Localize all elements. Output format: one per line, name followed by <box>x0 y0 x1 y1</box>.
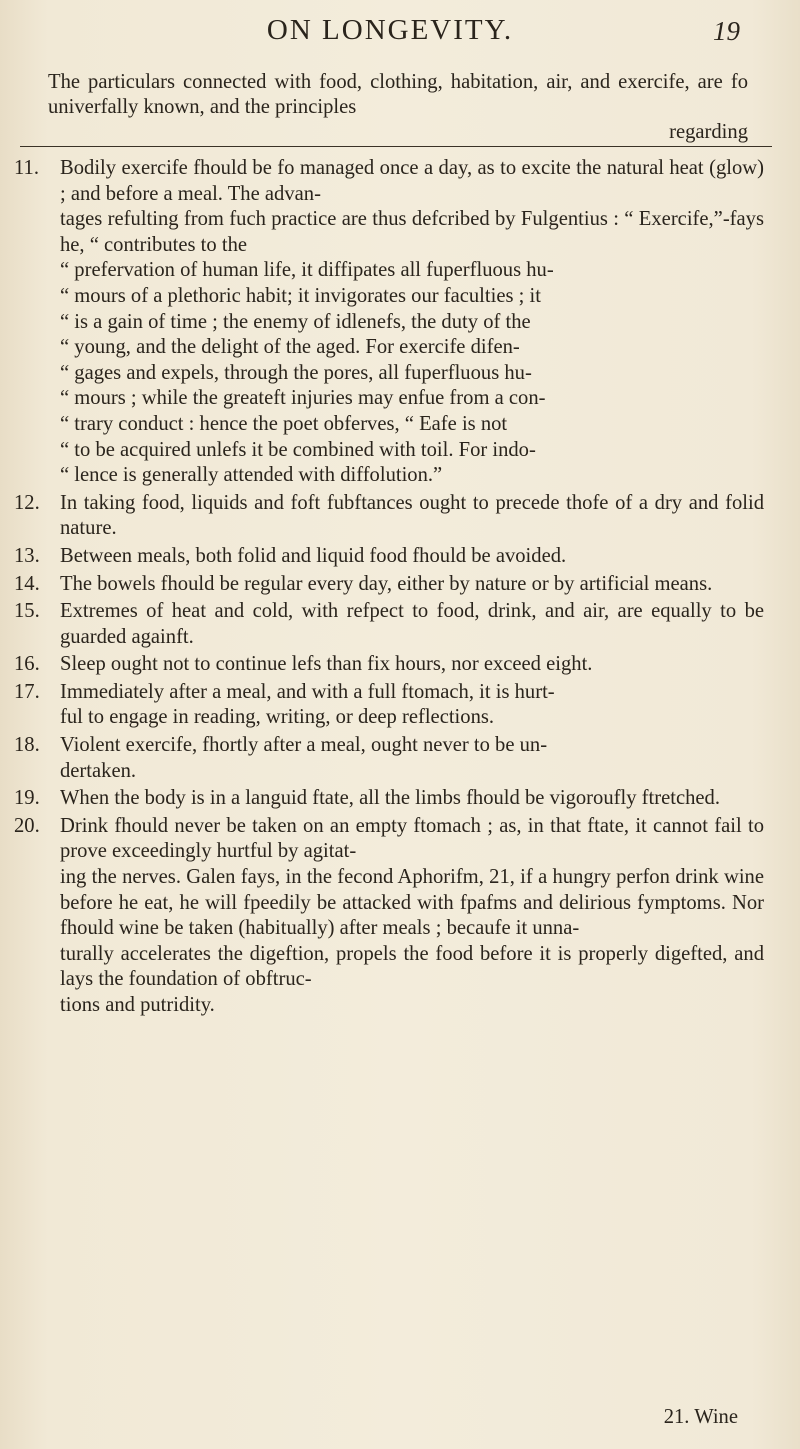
rule-item-17 <box>14 680 764 731</box>
horizontal-rule <box>20 146 772 147</box>
rule-item-13 <box>14 544 764 570</box>
catchword: 21. Wine <box>663 1406 738 1428</box>
rule-text: In taking food, liquids and foft fubftances ought to precede thofe of a dry and folid nature. <box>60 491 764 540</box>
intro-paragraph <box>48 70 748 145</box>
rule-number: 20. <box>14 814 40 837</box>
intro-catch-line: regarding <box>669 121 748 143</box>
rule-number: 13. <box>14 544 40 567</box>
rule-item-12 <box>14 491 764 542</box>
rule-text: When the body is in a languid ftate, all the limbs fhould be vigoroufly ftretched. <box>60 787 720 810</box>
rule-item-18 <box>14 733 764 784</box>
rule-item-19 <box>14 786 764 812</box>
intro-text: The particulars connected with food, clothing, habitation, air, and exercife, are fo univerfally known, and the principles <box>48 71 748 118</box>
rule-item-11 <box>14 156 764 489</box>
rule-text: Immediately after a meal, and with a full ftomach, it is hurt- ful to engage in reading, writing, or deep reflections. <box>60 680 555 729</box>
rule-text: Violent exercife, fhortly after a meal, ought never to be un- dertaken. <box>60 734 548 782</box>
rule-text: Sleep ought not to continue lefs than fix hours, nor exceed eight. <box>60 653 593 676</box>
rule-number: 12. <box>14 491 40 514</box>
rule-text: Between meals, both folid and liquid food fhould be avoided. <box>60 544 567 567</box>
rule-number: 14. <box>14 572 40 595</box>
rule-text: The bowels fhould be regular every day, either by nature or by artificial means. <box>60 572 713 595</box>
rule-number: 17. <box>14 680 40 703</box>
rule-text: Drink fhould never be taken on an empty ftomach ; as, in that ftate, it cannot fail to prove exceedingly hurtful by agitat- ing the nerves. Galen fays, in the fecond Aphorifm, 21, if a hungry perfon drink wine before he eat, he will fpeedily be attacked with fpafms and delirious fymptoms. Nor fhould wine be taken (habitually) after meals ; becaufe it unna- turally accelerates the digeftion, propels the food before it is properly digefted, and lays the foundation of obftruc- tions and putridity. <box>60 814 764 1016</box>
rule-number: 18. <box>14 734 40 757</box>
rule-item-14 <box>14 572 764 598</box>
rule-number: 11. <box>14 157 39 179</box>
running-title: ON LONGEVITY. <box>266 14 514 46</box>
numbered-rules-list <box>14 156 764 1021</box>
rule-text: Bodily exercife fhould be fo managed once a day, as to excite the natural heat (glow) ; and before a meal. The advan- tages refulting from fuch practice are thus defcribed by Fulgentius : “ Exercife,”-fays he, “ contributes to the “ prefervation of human life, it diffipates all fuperfluous hu- “ mours of a plethoric habit; it invigorates our faculties ; it “ is a gain of time ; the enemy of idlenefs, the duty of the “ young, and the delight of the aged. For exercife difen- “ gages and expels, through the pores, all fuperfluous hu- “ mours ; while the greateft injuries may enfue from a con- “ trary conduct : hence the poet obferves, “ Eafe is not “ to be acquired unlefs it be combined with toil. For indo- “ lence is generally attended with diffolution.” <box>60 157 764 487</box>
rule-item-20 <box>14 814 764 1019</box>
rule-number: 19. <box>14 787 40 810</box>
rule-number: 15. <box>14 600 40 623</box>
running-head <box>0 14 800 54</box>
page-number: 19 <box>713 16 740 46</box>
rule-number: 16. <box>14 653 40 676</box>
rule-item-15 <box>14 599 764 650</box>
rule-item-16 <box>14 652 764 678</box>
rule-text: Extremes of heat and cold, with refpect to food, drink, and air, are equally to be guarded againft. <box>60 600 764 648</box>
